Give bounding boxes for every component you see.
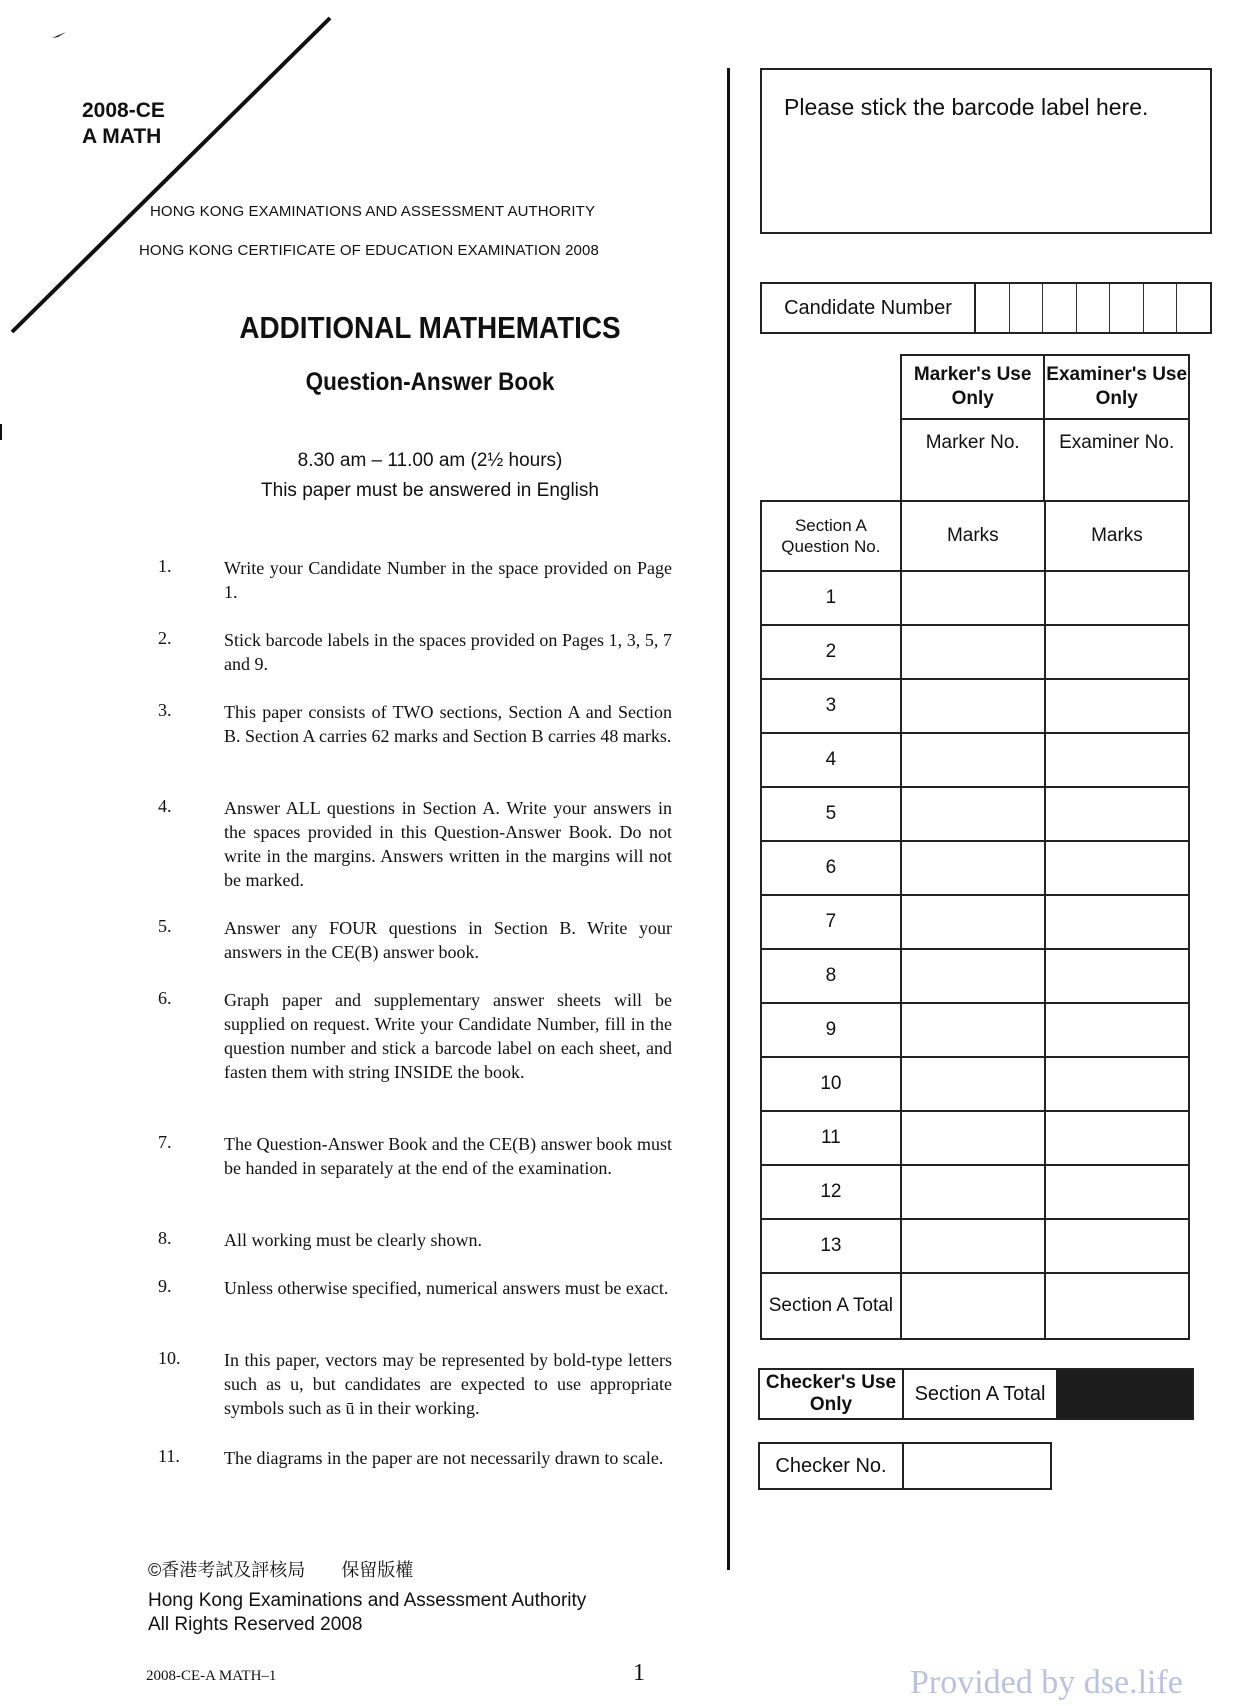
marks-table: [760, 500, 1190, 1340]
examiner-mark-cell[interactable]: [1045, 1003, 1189, 1057]
instruction-number: 10.: [158, 1348, 181, 1368]
marker-mark-cell[interactable]: [901, 1219, 1045, 1273]
instruction-number: 11.: [158, 1446, 180, 1466]
instruction-text: Answer any FOUR questions in Section B. Write your answers in the CE(B) answer book.: [224, 918, 672, 962]
marker-mark-cell[interactable]: [901, 1165, 1045, 1219]
examiner-mark-cell[interactable]: [1045, 1057, 1189, 1111]
checker-section-total-label: Section A Total: [914, 1382, 1046, 1405]
marker-mark-cell[interactable]: [901, 679, 1045, 733]
instruction-item: [158, 1276, 678, 1300]
instruction-item: [158, 628, 678, 676]
instruction-item: [158, 1228, 678, 1252]
instruction-number: 2.: [158, 628, 172, 648]
copyright-english: Hong Kong Examinations and Assessment Authority: [148, 1590, 587, 1611]
question-number: 7: [761, 895, 901, 949]
instruction-item: [158, 796, 678, 892]
marker-examiner-header: [900, 354, 1190, 502]
barcode-box: [760, 68, 1212, 234]
examiner-mark-cell[interactable]: [1045, 787, 1189, 841]
copyright-chinese: ©香港考試及評核局 保留版權: [148, 1560, 414, 1580]
language-note: This paper must be answered in English: [261, 480, 599, 501]
instruction-item: [158, 1348, 678, 1420]
instruction-item: [158, 1132, 678, 1180]
marker-mark-cell[interactable]: [901, 571, 1045, 625]
instruction-number: 1.: [158, 556, 172, 576]
examiner-mark-cell[interactable]: [1045, 1219, 1189, 1273]
question-number: 4: [761, 733, 901, 787]
instruction-number: 5.: [158, 916, 172, 936]
instruction-number: 3.: [158, 700, 172, 720]
question-number: 8: [761, 949, 901, 1003]
examiner-total-cell[interactable]: [1045, 1273, 1189, 1339]
candidate-digit-cell[interactable]: [1043, 284, 1077, 332]
question-number: 9: [761, 1003, 901, 1057]
paper-title: ADDITIONAL MATHEMATICS: [239, 310, 621, 345]
instruction-number: 6.: [158, 988, 172, 1008]
instruction-text: Stick barcode labels in the spaces provided on Pages 1, 3, 5, 7 and 9.: [224, 630, 672, 674]
instruction-text: This paper consists of TWO sections, Section A and Section B. Section A carries 62 marks and Section B carries 48 marks.: [224, 702, 672, 746]
instruction-number: 9.: [158, 1276, 172, 1296]
instruction-item: [158, 700, 678, 748]
checker-no-field[interactable]: [904, 1444, 1050, 1488]
checker-no-label: Checker No.: [760, 1444, 904, 1488]
examiner-mark-cell[interactable]: [1045, 841, 1189, 895]
instruction-number: 4.: [158, 796, 172, 816]
question-number: 11: [761, 1111, 901, 1165]
examiner-mark-cell[interactable]: [1045, 1165, 1189, 1219]
instruction-text: The Question-Answer Book and the CE(B) answer book must be handed in separately at the end of the examination.: [224, 1134, 672, 1178]
checker-box: [758, 1368, 1194, 1420]
instruction-number: 8.: [158, 1228, 172, 1248]
candidate-digit-cell[interactable]: [1110, 284, 1144, 332]
marker-total-cell[interactable]: [901, 1273, 1045, 1339]
paper-subtitle: Question-Answer Book: [305, 368, 555, 396]
instruction-text: Answer ALL questions in Section A. Write your answers in the spaces provided in this Question-Answer Book. Do not write in the margins. Answers written in the margins will not be marked.: [224, 798, 672, 890]
section-total-label: Section A Total: [761, 1273, 901, 1339]
candidate-digit-cell[interactable]: [1144, 284, 1178, 332]
marker-mark-cell[interactable]: [901, 949, 1045, 1003]
marker-no-label: Marker No.: [925, 432, 1020, 453]
question-number: 2: [761, 625, 901, 679]
watermark: Provided by dse.life: [910, 1664, 1183, 1701]
authority-name: HONG KONG EXAMINATIONS AND ASSESSMENT AUTHORITY: [150, 203, 596, 220]
barcode-label: Please stick the barcode label here.: [784, 94, 1149, 120]
checkers-use-label: Checker's Use Only: [760, 1370, 904, 1418]
examiner-mark-cell[interactable]: [1045, 1111, 1189, 1165]
rights-reserved: All Rights Reserved 2008: [148, 1614, 363, 1635]
vertical-divider: [727, 68, 730, 1570]
instruction-number: 7.: [158, 1132, 172, 1152]
instruction-text: In this paper, vectors may be represented by bold-type letters such as u, but candidates are expected to use appropriate symbols such as ū in their working.: [224, 1350, 672, 1418]
page-number: 1: [633, 1660, 645, 1686]
marker-mark-cell[interactable]: [901, 1057, 1045, 1111]
marker-mark-cell[interactable]: [901, 787, 1045, 841]
examiner-no-cell[interactable]: [1044, 419, 1189, 501]
question-number: 1: [761, 571, 901, 625]
examiner-no-label: Examiner No.: [1059, 432, 1175, 453]
candidate-number-box: [760, 282, 1212, 334]
marker-mark-cell[interactable]: [901, 1111, 1045, 1165]
marker-mark-cell[interactable]: [901, 625, 1045, 679]
examiner-mark-cell[interactable]: [1045, 571, 1189, 625]
markers-use-header: Marker's Use Only: [901, 355, 1044, 419]
examiner-mark-cell[interactable]: [1045, 625, 1189, 679]
marks-header: Marks: [1045, 501, 1189, 571]
checker-no-box: [758, 1442, 1052, 1490]
paper-code-line1: 2008-CE: [82, 99, 165, 122]
candidate-digit-cell[interactable]: [976, 284, 1010, 332]
examiner-mark-cell[interactable]: [1045, 733, 1189, 787]
paper-code-line2: A MATH: [82, 125, 162, 148]
exam-time: 8.30 am – 11.00 am (2½ hours): [297, 450, 563, 471]
examiner-mark-cell[interactable]: [1045, 679, 1189, 733]
question-number: 5: [761, 787, 901, 841]
marks-header: Marks: [901, 501, 1045, 571]
instruction-text: Graph paper and supplementary answer sheets will be supplied on request. Write your Candidate Number, fill in the question number and stick a barcode label on each sheet, and fasten them with string INSIDE the book.: [224, 990, 672, 1082]
question-number: 3: [761, 679, 901, 733]
marker-mark-cell[interactable]: [901, 733, 1045, 787]
instruction-text: Write your Candidate Number in the space provided on Page 1.: [224, 558, 672, 602]
margin-mark: [0, 424, 2, 440]
question-number: 6: [761, 841, 901, 895]
marker-mark-cell[interactable]: [901, 1003, 1045, 1057]
footer-paper-code: 2008-CE-A MATH–1: [146, 1668, 277, 1684]
instruction-item: [158, 988, 678, 1084]
exam-name: HONG KONG CERTIFICATE OF EDUCATION EXAMINATION 2008: [139, 242, 599, 259]
candidate-number-label: Candidate Number: [762, 284, 976, 332]
diagonal-line: [0, 0, 340, 340]
question-number: 12: [761, 1165, 901, 1219]
instruction-item: [158, 1446, 678, 1470]
marker-mark-cell[interactable]: [901, 841, 1045, 895]
candidate-digit-cell[interactable]: [1077, 284, 1111, 332]
examiner-mark-cell[interactable]: [1045, 949, 1189, 1003]
instruction-item: [158, 916, 678, 964]
question-number: 10: [761, 1057, 901, 1111]
section-question-header: Section A Question No.: [761, 501, 901, 571]
marker-no-cell[interactable]: [901, 419, 1044, 501]
paper-code: [82, 98, 165, 150]
checker-blackout-cell: [1056, 1370, 1192, 1418]
examiners-use-header: Examiner's Use Only: [1044, 355, 1189, 419]
instruction-text: Unless otherwise specified, numerical answers must be exact.: [224, 1278, 669, 1298]
candidate-digit-cell[interactable]: [1010, 284, 1044, 332]
candidate-digit-cell[interactable]: [1177, 284, 1210, 332]
marker-mark-cell[interactable]: [901, 895, 1045, 949]
instruction-text: All working must be clearly shown.: [224, 1230, 482, 1250]
examiner-mark-cell[interactable]: [1045, 895, 1189, 949]
question-number: 13: [761, 1219, 901, 1273]
instruction-item: [158, 556, 678, 604]
instruction-text: The diagrams in the paper are not necessarily drawn to scale.: [224, 1448, 664, 1468]
